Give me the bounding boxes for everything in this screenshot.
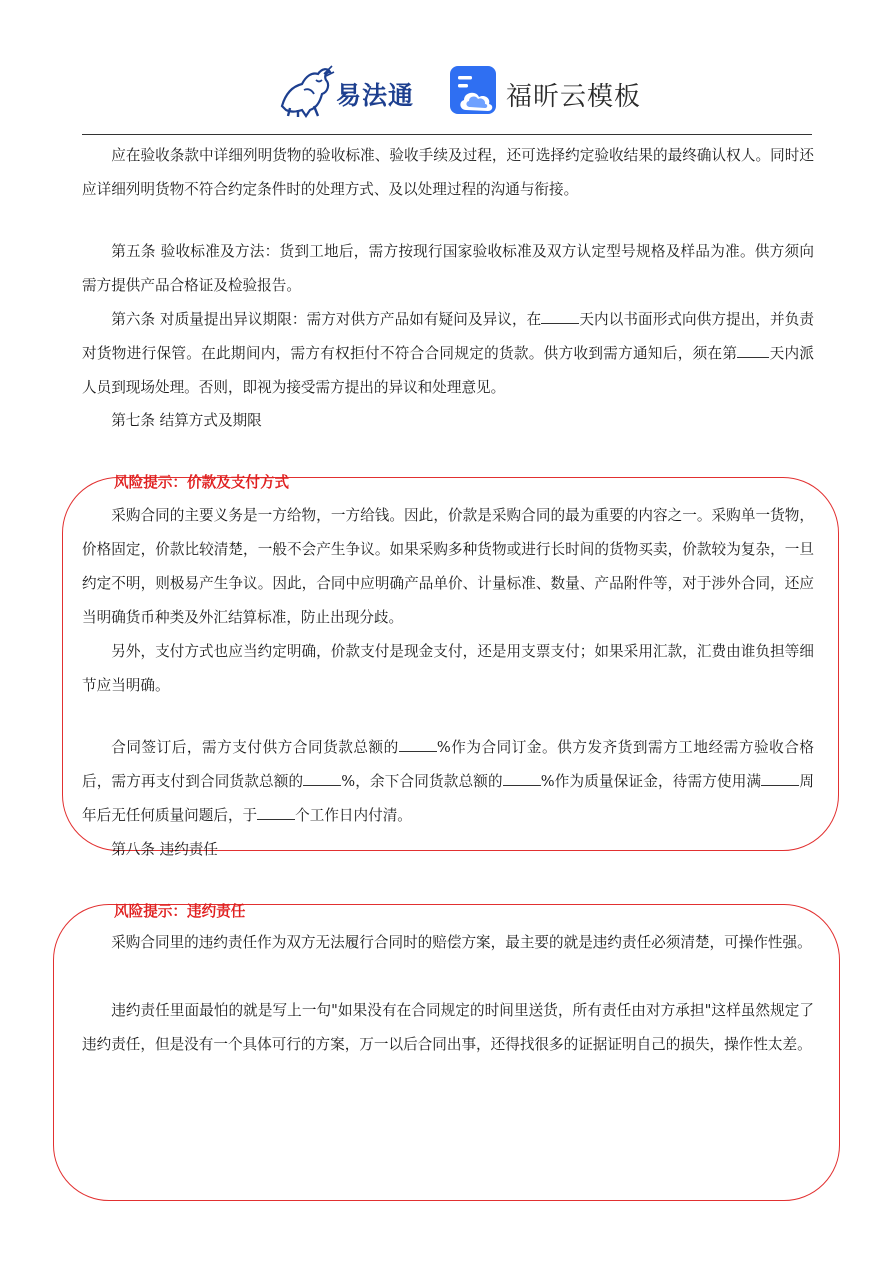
article-6-part-c: 天内派人员到现场处理。否则，即视为接受需方提出的异议和处理意见。 bbox=[82, 345, 814, 396]
payment-part-f: 个工作日内付清。 bbox=[295, 807, 412, 824]
payment-part-e: 周年后无任何质量问题后，于 bbox=[82, 773, 814, 824]
article-8-heading: 第八条 违约责任 bbox=[111, 841, 218, 858]
fuxin-logo bbox=[448, 64, 648, 120]
payment-part-d: %作为质量保证金，待需方使用满 bbox=[540, 773, 762, 790]
cloud-template-icon bbox=[448, 64, 500, 118]
page-header bbox=[0, 58, 893, 128]
percent-blank bbox=[303, 771, 341, 786]
payment-terms bbox=[82, 731, 814, 833]
article-6-part-a: 第六条 对质量提出异议期限：需方对供方产品如有疑问及异议，在 bbox=[111, 311, 542, 328]
days-blank bbox=[541, 309, 579, 324]
acceptance-paragraph: 应在验收条款中详细列明货物的验收标准、验收手续及过程，还可选择约定验收结果的最终确认权人。同时还应详细列明货物不符合约定条件时的处理方式、及以处理过程的沟通与衔接。 bbox=[82, 147, 814, 198]
payment-part-a: 合同签订后，需方支付供方合同货款总额的 bbox=[111, 739, 399, 756]
payment-part-c: %，余下合同货款总额的 bbox=[341, 773, 503, 790]
risk-payment-paragraph-1: 采购合同的主要义务是一方给物，一方给钱。因此，价款是采购合同的最为重要的内容之一。采购单一货物，价格固定，价款比较清楚，一般不会产生争议。如果采购多种货物或进行长时间的货物买卖，价款较为复杂，一旦约定不明，则极易产生争议。因此，合同中应明确产品单价、计量标准、数量、产品附件等，对于涉外合同，还应当明确货币种类及外汇结算标准，防止出现分歧。 bbox=[82, 507, 814, 626]
yifatong-logo bbox=[276, 62, 426, 118]
percent-blank bbox=[503, 771, 541, 786]
article-5: 第五条 验收标准及方法：货到工地后，需方按现行国家验收标准及双方认定型号规格及样品为准。供方须向需方提供产品合格证及检验报告。 bbox=[82, 243, 814, 294]
workdays-blank bbox=[257, 805, 295, 820]
logo-right-text: 福昕云模板 bbox=[506, 82, 642, 112]
qilin-icon bbox=[276, 62, 336, 118]
days-blank bbox=[737, 343, 769, 358]
article-6 bbox=[82, 303, 814, 405]
article-7-heading: 第七条 结算方式及期限 bbox=[111, 412, 262, 429]
years-blank bbox=[761, 771, 799, 786]
payment-part-b: %作为合同订金。供方发齐货到需方工地经需方验收合格后，需方再支付到合同货款总额的 bbox=[82, 739, 814, 790]
risk-liability-paragraph-1: 采购合同里的违约责任作为双方无法履行合同时的赔偿方案，最主要的就是违约责任必须清楚，可操作性强。 bbox=[111, 934, 812, 951]
risk-title-liability: 风险提示：违约责任 bbox=[114, 903, 246, 920]
risk-payment-paragraph-2: 另外，支付方式也应当约定明确，价款支付是现金支付，还是用支票支付；如果采用汇款，汇费由谁负担等细节应当明确。 bbox=[82, 643, 814, 694]
article-6-part-b: 天内以书面形式向供方提出，并负责对货物进行保管。在此期间内，需方有权拒付不符合合同规定的货款。供方收到需方通知后，须在第 bbox=[82, 311, 814, 362]
risk-liability-paragraph-2: 违约责任里面最怕的就是写上一句"如果没有在合同规定的时间里送货，所有责任由对方承担"这样虽然规定了违约责任，但是没有一个具体可行的方案，万一以后合同出事，还得找很多的证据证明自己的损失，操作性太差。 bbox=[82, 1002, 814, 1053]
header-divider bbox=[82, 134, 812, 135]
risk-title-payment: 风险提示：价款及支付方式 bbox=[114, 474, 290, 491]
percent-blank bbox=[399, 737, 437, 752]
logo-left-text: 易法通 bbox=[336, 81, 415, 110]
